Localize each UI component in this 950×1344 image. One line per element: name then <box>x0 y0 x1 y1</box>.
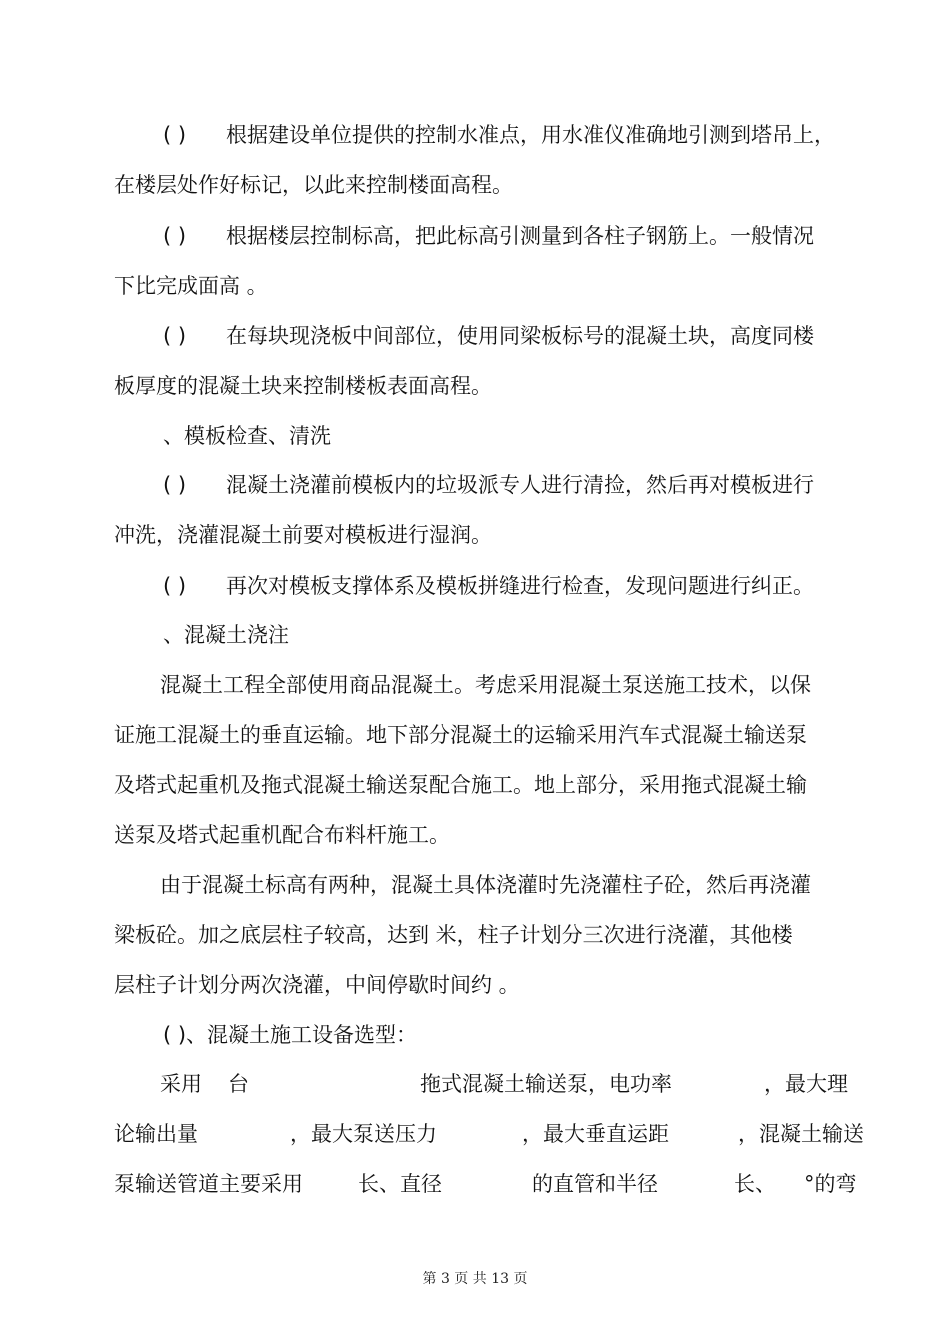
paragraph-line: 由于混凝土标高有两种，混凝土具体浇灌时先浇灌柱子砼，然后再浇灌 <box>160 873 811 897</box>
equipment-heading: ( )、混凝土施工设备选型： <box>163 1023 418 1047</box>
paragraph-line: 梁板砼。加之底层柱子较高，达到 米，柱子计划分三次进行浇灌，其他楼 <box>114 923 793 947</box>
paren-placeholder: ( ) <box>163 473 187 497</box>
equipment-text: ，最大垂直运距 <box>522 1122 669 1146</box>
equipment-text: 长、 <box>734 1172 776 1196</box>
equipment-text: ，最大泵送压力 <box>290 1122 437 1146</box>
equipment-text: 拖式混凝土输送泵，电功率 <box>420 1072 672 1096</box>
equipment-text: 泵输送管道主要采用 <box>114 1172 303 1196</box>
paragraph-line: 层柱子计划分两次浇灌，中间停歇时间约 。 <box>114 973 520 997</box>
paragraph-line: 及塔式起重机及拖式混凝土输送泵配合施工。地上部分，采用拖式混凝土输 <box>114 773 807 797</box>
paragraph-line: 板厚度的混凝土块来控制楼板表面高程。 <box>114 374 492 398</box>
section-heading: 、混凝土浇注 <box>163 623 289 647</box>
paragraph-line: 在每块现浇板中间部位，使用同梁板标号的混凝土块，高度同楼 <box>226 324 814 348</box>
paragraph-line: 在楼层处作好标记，以此来控制楼面高程。 <box>114 173 513 197</box>
paragraph-line: 混凝土工程全部使用商品混凝土。考虑采用混凝土泵送施工技术，以保 <box>160 673 811 697</box>
paragraph-line: 送泵及塔式起重机配合布料杆施工。 <box>114 823 450 847</box>
paren-placeholder: ( ) <box>163 574 187 598</box>
equipment-text: °的弯 <box>804 1172 857 1196</box>
paragraph-line: 再次对模板支撑体系及模板拼缝进行检查，发现问题进行纠正。 <box>226 574 814 598</box>
paragraph-line: 混凝土浇灌前模板内的垃圾派专人进行清捡，然后再对模板进行 <box>226 473 814 497</box>
paragraph-line: 根据建设单位提供的控制水准点，用水准仪准确地引测到塔吊上， <box>226 123 835 147</box>
paragraph-line: 冲洗，浇灌混凝土前要对模板进行湿润。 <box>114 523 492 547</box>
equipment-text: ，混凝土输送 <box>738 1122 864 1146</box>
equipment-text: ，最大理 <box>764 1072 848 1096</box>
equipment-text: 的直管和半径 <box>532 1172 658 1196</box>
equipment-text: 长、直径 <box>358 1172 442 1196</box>
section-heading: 、模板检查、清洗 <box>163 424 331 448</box>
paren-placeholder: ( ) <box>163 324 187 348</box>
equipment-text: 论输出量 <box>114 1122 198 1146</box>
equipment-text: 台 <box>228 1072 249 1096</box>
equipment-text: 采用 <box>160 1072 202 1096</box>
paragraph-line: 证施工混凝土的垂直运输。地下部分混凝土的运输采用汽车式混凝土输送泵 <box>114 723 807 747</box>
paragraph-line: 根据楼层控制标高，把此标高引测量到各柱子钢筋上。一般情况 <box>226 224 814 248</box>
paragraph-line: 下比完成面高 。 <box>114 274 268 298</box>
paren-placeholder: ( ) <box>163 224 187 248</box>
paren-placeholder: ( ) <box>163 123 187 147</box>
page-footer: 第 3 页 共 13 页 <box>422 1271 528 1287</box>
